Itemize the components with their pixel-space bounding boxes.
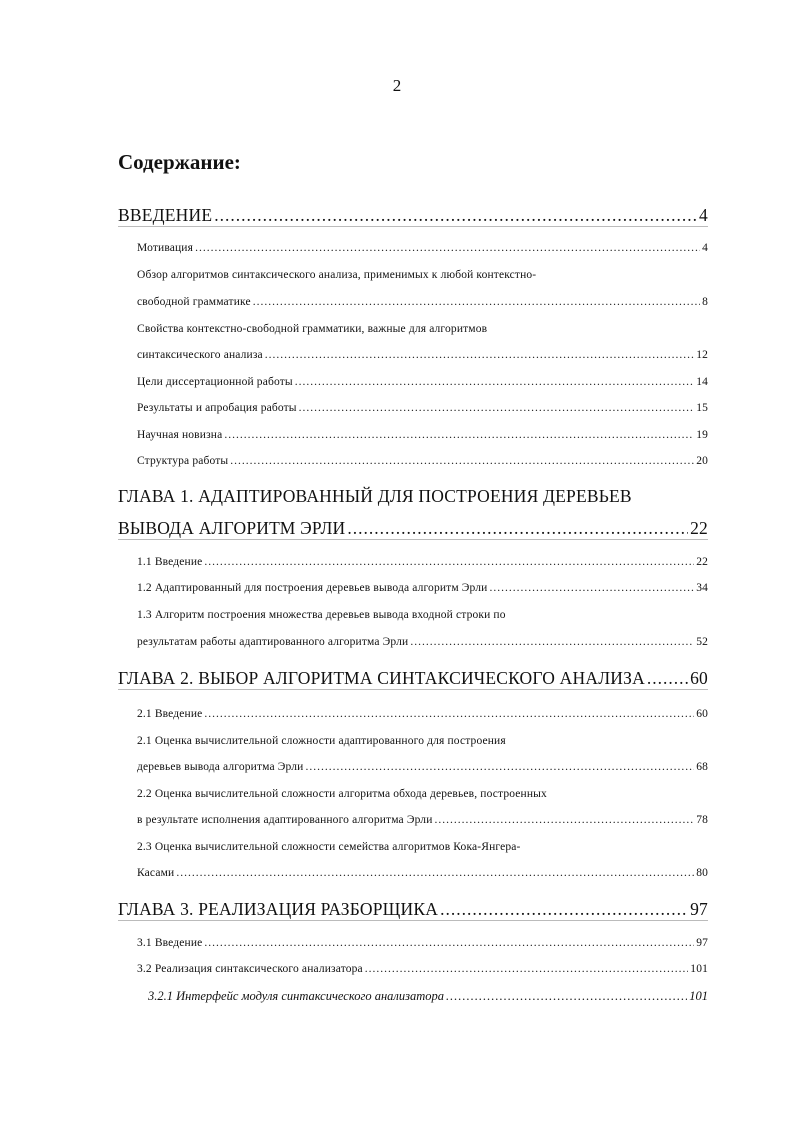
toc-entry-title: ГЛАВА 2. ВЫБОР АЛГОРИТМА СИНТАКСИЧЕСКОГО АНАЛИЗА (118, 668, 645, 688)
toc-entry-chapter-2[interactable] (118, 668, 708, 690)
toc-entry-2-1[interactable] (137, 708, 708, 720)
toc-entry-title: свободной грамматике (137, 296, 251, 308)
toc-entry-title: 1.1 Введение (137, 556, 203, 568)
toc-entry-motivation[interactable] (137, 242, 708, 254)
toc-entry-title: в результате исполнения адаптированного алгоритма Эрли (137, 814, 433, 826)
toc-entry-goals[interactable] (137, 376, 708, 388)
toc-entry-1-2[interactable] (137, 582, 708, 594)
toc-entry-chapter-3[interactable] (118, 899, 708, 921)
toc-entry-page: 22 (690, 518, 708, 538)
toc-entry-3-2-1[interactable] (148, 989, 708, 1004)
toc-entry-page: 4 (699, 205, 708, 225)
toc-entry-algorithms-review[interactable] (137, 296, 708, 308)
toc-entry-results[interactable] (137, 402, 708, 414)
toc-entry-page: 52 (696, 636, 708, 648)
toc-entry-title: 2.1 Введение (137, 708, 203, 720)
toc-entry-page: 80 (696, 867, 708, 879)
toc-entry-line1: 2.1 Оценка вычислительной сложности адаптированного для построения (137, 735, 506, 747)
toc-entry-title: ГЛАВА 3. РЕАЛИЗАЦИЯ РАЗБОРЩИКА (118, 899, 439, 919)
toc-entry-chapter-1[interactable] (118, 518, 708, 540)
toc-entry-title: 3.1 Введение (137, 937, 203, 949)
toc-entry-title: 3.2.1 Интерфейс модуля синтаксического анализатора (148, 989, 445, 1003)
toc-entry-line1: Свойства контекстно-свободной грамматики, важные для алгоритмов (137, 323, 488, 335)
toc-entry-page: 97 (696, 937, 708, 949)
toc-entry-title: Касами (137, 867, 175, 879)
toc-entry-title: деревьев вывода алгоритма Эрли (137, 761, 304, 773)
toc-chapter-line1: ГЛАВА 1. АДАПТИРОВАННЫЙ ДЛЯ ПОСТРОЕНИЯ ДЕРЕВЬЕВ (118, 486, 632, 506)
toc-entry-line1: Обзор алгоритмов синтаксического анализа, применимых к любой контекстно- (137, 269, 537, 281)
toc-entry-structure[interactable] (137, 455, 708, 467)
toc-entry-3-1[interactable] (137, 937, 708, 949)
toc-entry-title: синтаксического анализа (137, 349, 263, 361)
toc-entry-line1: 2.3 Оценка вычислительной сложности семейства алгоритмов Кока-Янгера- (137, 841, 521, 853)
toc-entry-3-2[interactable] (137, 963, 708, 975)
toc-entry-page: 22 (696, 556, 708, 568)
toc-entry-1-3[interactable] (137, 636, 708, 648)
page-title: Содержание: (118, 150, 241, 174)
toc-entry-1-1[interactable] (137, 556, 708, 568)
toc-entry-line1: 1.3 Алгоритм построения множества деревьев вывода входной строки по (137, 609, 506, 621)
page-number: 2 (392, 76, 402, 95)
toc-entry-page: 97 (690, 899, 708, 919)
toc-entry-page: 12 (696, 349, 708, 361)
toc-entry-page: 8 (702, 296, 708, 308)
toc-entry-page: 78 (696, 814, 708, 826)
toc-entry-page: 101 (689, 989, 708, 1003)
toc-entry-title: ВЫВОДА АЛГОРИТМ ЭРЛИ (118, 518, 346, 538)
toc-entry-intro[interactable] (118, 205, 708, 227)
toc-entry-title: Мотивация (137, 242, 194, 254)
toc-entry-page: 68 (696, 761, 708, 773)
toc-entry-title: ВВЕДЕНИЕ (118, 205, 213, 225)
toc-entry-page: 34 (696, 582, 708, 594)
toc-entry-title: Результаты и апробация работы (137, 402, 297, 414)
toc-entry-page: 4 (702, 242, 708, 254)
toc-entry-line1: 2.2 Оценка вычислительной сложности алгоритма обхода деревьев, построенных (137, 788, 547, 800)
toc-entry-page: 60 (690, 668, 708, 688)
toc-entry-page: 19 (696, 429, 708, 441)
toc-entry-title: Научная новизна (137, 429, 223, 441)
toc-entry-title: 1.2 Адаптированный для построения деревьев вывода алгоритм Эрли (137, 582, 488, 594)
toc-entry-title: результатам работы адаптированного алгоритма Эрли (137, 636, 409, 648)
toc-entry-title: Цели диссертационной работы (137, 376, 293, 388)
toc-entry-2-1-complexity[interactable] (137, 761, 708, 773)
toc-entry-page: 101 (690, 963, 708, 975)
toc-entry-page: 14 (696, 376, 708, 388)
toc-entry-novelty[interactable] (137, 429, 708, 441)
toc-entry-2-3[interactable] (137, 867, 708, 879)
toc-entry-page: 20 (696, 455, 708, 467)
toc-entry-page: 15 (696, 402, 708, 414)
toc-entry-cfg-properties[interactable] (137, 349, 708, 361)
toc-entry-2-2[interactable] (137, 814, 708, 826)
toc-entry-page: 60 (696, 708, 708, 720)
toc-entry-title: 3.2 Реализация синтаксического анализатора (137, 963, 363, 975)
toc-entry-title: Структура работы (137, 455, 229, 467)
